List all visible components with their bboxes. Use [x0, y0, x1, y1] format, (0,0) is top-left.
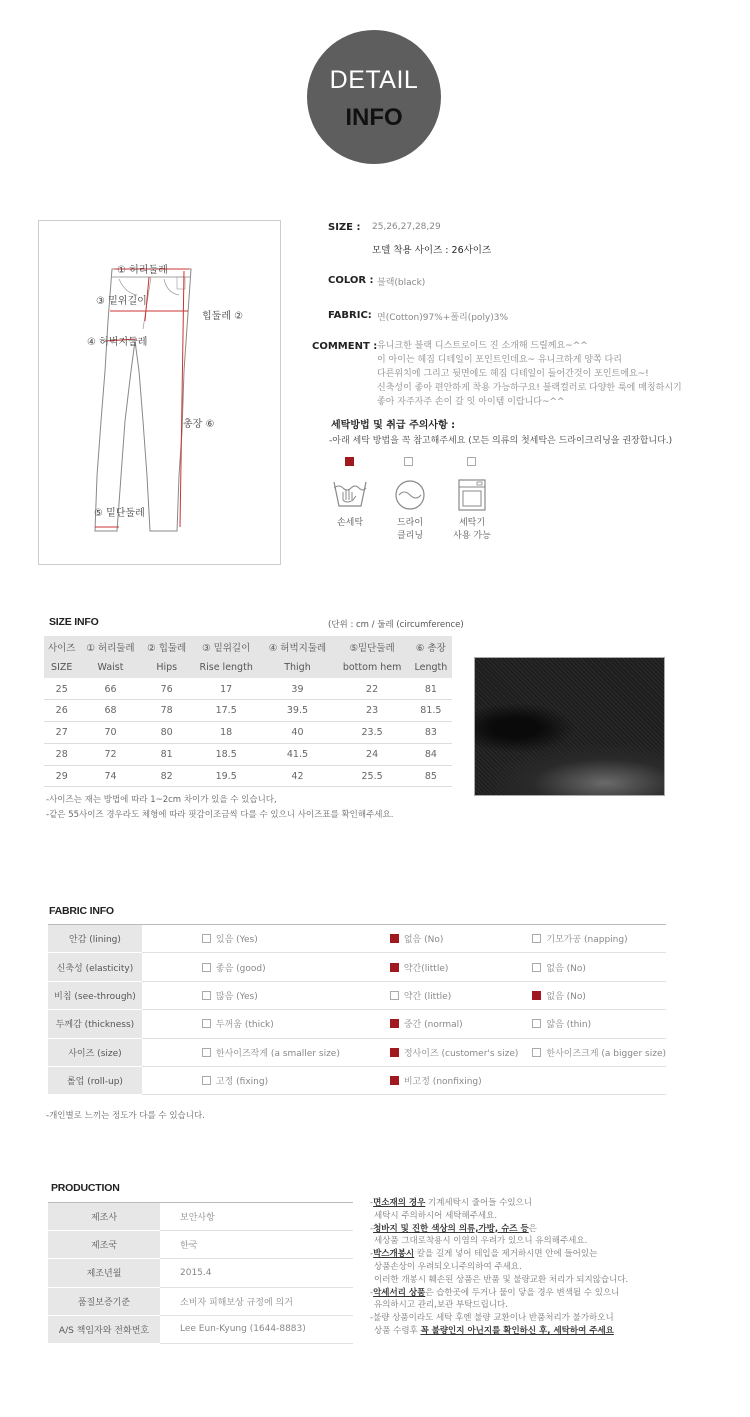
table-cell: 25.5 — [334, 765, 409, 787]
size-col-header: ② 힙둘레 — [142, 636, 192, 657]
note-emphasis: 꼭 불량인지 아닌지를 확인하신 후, 세탁하여 주세요 — [420, 1325, 614, 1336]
table-row — [44, 722, 452, 744]
care-label-line: 세탁기 — [458, 518, 486, 528]
fabric-checkbox — [202, 934, 211, 943]
fabric-info-title: FABRIC INFO — [49, 905, 114, 917]
fabric-option-label: 없음 (No) — [546, 963, 586, 974]
fabric-option-label: 두꺼움 (thick) — [215, 1020, 274, 1031]
table-cell: 66 — [79, 678, 141, 700]
color-value: 블랙(black) — [377, 278, 426, 288]
washing-machine-icon — [457, 478, 487, 512]
care-machine-label — [442, 517, 502, 543]
note-line: 이러한 개봉시 훼손된 상품은 반품 및 불량교환 처리가 되지않습니다. — [374, 1274, 629, 1285]
size-table-header-en — [44, 657, 452, 678]
note-line — [370, 1287, 628, 1300]
table-cell: 42 — [261, 765, 335, 787]
table-row — [48, 925, 666, 953]
note-emphasis: 박스개봉시 — [373, 1249, 415, 1260]
diagram-rise-label: ③ 밑위길이 — [96, 296, 147, 307]
fabric-checkbox — [532, 991, 541, 1000]
fabric-row-label: 롤업 (roll-up) — [48, 1066, 142, 1094]
table-row — [48, 1259, 353, 1287]
fabric-option — [142, 925, 340, 953]
table-cell: 81 — [410, 678, 452, 700]
pants-measurement-diagram — [38, 220, 281, 565]
table-row — [44, 765, 452, 787]
badge-line1: DETAIL — [329, 66, 419, 94]
production-label: 품질보증기준 — [48, 1287, 160, 1315]
fabric-option — [518, 1010, 666, 1038]
size-col-header: SIZE — [44, 657, 79, 678]
table-cell: 24 — [334, 743, 409, 765]
table-row — [48, 1203, 353, 1231]
care-subtitle: -아래 세탁 방법을 꼭 참고해주세요 (모든 의류의 첫세탁은 드라이크리닝을 권장합니다.) — [329, 436, 673, 446]
note-emphasis: 청바지 및 진한 색상의 의류,가방, 슈즈 등 — [373, 1223, 529, 1234]
fabric-option — [340, 925, 519, 953]
table-cell: 28 — [44, 743, 79, 765]
fabric-option-label: 기모가공 (napping) — [546, 935, 628, 946]
model-size: 모델 착용 사이즈 : 26사이즈 — [372, 245, 492, 256]
fabric-checkbox — [532, 1048, 541, 1057]
table-row — [48, 1010, 666, 1038]
size-value: 25,26,27,28,29 — [372, 222, 441, 232]
table-cell: 80 — [142, 722, 192, 744]
production-value: 2015.4 — [160, 1259, 353, 1287]
table-cell: 76 — [142, 678, 192, 700]
hand-wash-icon — [331, 478, 369, 510]
fabric-checkbox — [390, 963, 399, 972]
table-cell: 41.5 — [261, 743, 335, 765]
fabric-option-label: 고정 (fixing) — [215, 1077, 269, 1088]
table-row — [44, 743, 452, 765]
note-emphasis: 면소재의 경우 — [373, 1198, 426, 1208]
size-table-header-ko — [44, 636, 452, 657]
size-col-header: Rise length — [192, 657, 261, 678]
comment-label: COMMENT : — [312, 341, 378, 352]
fabric-option-label: 약간 (little) — [403, 991, 452, 1002]
note-line — [370, 1248, 628, 1261]
note-line — [370, 1325, 628, 1338]
fabric-option — [340, 981, 519, 1009]
size-col-header: bottom hem — [334, 657, 409, 678]
production-value: 소비자 피해보상 규정에 의거 — [160, 1287, 353, 1315]
fabric-option-label: 없음 (No) — [403, 935, 444, 946]
fabric-option-label: 중간 (normal) — [403, 1020, 463, 1031]
table-cell: 72 — [79, 743, 141, 765]
note-prefix: - — [370, 1249, 374, 1260]
fabric-option-empty — [518, 1066, 666, 1094]
fabric-note: -개인별로 느끼는 정도가 다를 수 있습니다. — [46, 1111, 205, 1121]
fabric-checkbox — [390, 1048, 399, 1057]
dry-clean-icon — [393, 478, 427, 512]
fabric-option-label: 좋음 (good) — [215, 963, 266, 974]
size-col-header: Length — [410, 657, 452, 678]
fabric-option-label: 많음 (Yes) — [215, 991, 258, 1002]
note-text: 은 습한곳에 두거나 물이 닿을 경우 변색될 수 있으니 — [425, 1287, 620, 1298]
fabric-table — [48, 924, 666, 1095]
fabric-option-label: 있음 (Yes) — [215, 935, 258, 946]
production-label: A/S 책임자와 전화번호 — [48, 1315, 160, 1343]
note-prefix: - — [370, 1223, 374, 1234]
table-cell: 81.5 — [410, 700, 452, 722]
care-label-line: 손세탁 — [336, 518, 364, 528]
diagram-hips-label: 힙둘레 ② — [202, 311, 244, 322]
production-notes — [370, 1197, 628, 1338]
size-note: -같은 55사이즈 경우라도 체형에 따라 핏감이조금씩 다를 수 있으니 사이즈표를 확인해주세요. — [46, 810, 394, 820]
comment-line: 신축성이 좋아 편안하게 착용 가능하구요! 블랙컬러로 다양한 룩에 매칭하시기 — [377, 383, 682, 393]
table-cell: 74 — [79, 765, 141, 787]
production-table — [48, 1202, 353, 1344]
table-row — [44, 700, 452, 722]
size-info-title: SIZE INFO — [49, 616, 99, 628]
fabric-checkbox — [202, 991, 211, 1000]
production-value: Lee Eun-Kyung (1644-8883) — [160, 1315, 353, 1343]
table-row — [48, 1066, 666, 1094]
diagram-thigh-label: ④ 허벅지둘레 — [87, 337, 148, 348]
size-table — [44, 636, 452, 787]
table-row — [48, 1287, 353, 1315]
table-cell: 22 — [334, 678, 409, 700]
care-label-line: 클리닝 — [396, 531, 424, 541]
note-line — [370, 1223, 628, 1236]
fabric-option — [142, 953, 340, 981]
fabric-row-label: 비침 (see-through) — [48, 981, 142, 1009]
size-col-header: Waist — [79, 657, 141, 678]
fabric-option — [518, 1038, 666, 1066]
table-cell: 25 — [44, 678, 79, 700]
production-label: 제조년월 — [48, 1259, 160, 1287]
size-col-header: ⑥ 총장 — [410, 636, 452, 657]
note-line: 세상품 그대로착용시 이염의 우려가 있으니 유의해주세요. — [374, 1236, 588, 1247]
table-cell: 39 — [261, 678, 335, 700]
size-label: SIZE : — [328, 222, 361, 233]
table-cell: 23 — [334, 700, 409, 722]
size-col-header: ⑤밑단둘레 — [334, 636, 409, 657]
fabric-checkbox — [532, 963, 541, 972]
comment-line: 좋아 자주자주 손이 갈 잇 아이템 이랍니다~^^ — [377, 397, 565, 407]
care-hand-wash-label — [320, 517, 380, 530]
fabric-option-label: 없음 (No) — [546, 991, 586, 1002]
note-prefix: - — [370, 1287, 374, 1298]
fabric-option — [340, 953, 519, 981]
note-text: 상품 수령후 — [374, 1325, 421, 1336]
fabric-row-label: 안감 (lining) — [48, 925, 142, 953]
production-value: 보안사항 — [160, 1203, 353, 1231]
fabric-value: 면(Cotton)97%+폴리(poly)3% — [377, 313, 509, 323]
size-col-header: ③ 밑위길이 — [192, 636, 261, 657]
fabric-option-label: 한사이즈크게 (a bigger size) — [546, 1048, 666, 1059]
fabric-checkbox — [532, 1019, 541, 1028]
note-text: 기계세탁시 줄어들 수있으니 — [425, 1198, 532, 1208]
fabric-closeup-image — [474, 657, 665, 796]
care-title: 세탁방법 및 취급 주의사항 : — [331, 420, 456, 431]
fabric-option-label: 얇음 (thin) — [546, 1020, 592, 1031]
table-cell: 17 — [192, 678, 261, 700]
fabric-option — [518, 953, 666, 981]
fabric-row-label: 사이즈 (size) — [48, 1038, 142, 1066]
fabric-checkbox — [532, 934, 541, 943]
size-col-header: ④ 허벅지둘레 — [261, 636, 335, 657]
color-label: COLOR : — [328, 275, 374, 286]
table-row — [48, 1231, 353, 1259]
table-row — [48, 1315, 353, 1343]
fabric-option-label: 한사이즈작게 (a smaller size) — [215, 1048, 340, 1059]
table-cell: 85 — [410, 765, 452, 787]
fabric-checkbox — [390, 1076, 399, 1085]
table-cell: 40 — [261, 722, 335, 744]
fabric-option-label: 비고정 (nonfixing) — [403, 1077, 482, 1088]
fabric-option — [340, 1038, 519, 1066]
diagram-hem-label: ⑤ 밑단둘레 — [94, 508, 145, 519]
diagram-waist-label: ① 허리둘레 — [117, 265, 168, 276]
fabric-checkbox — [390, 934, 399, 943]
note-line: 상품손상이 우려되오니주의하여 주세요. — [374, 1261, 522, 1272]
table-cell: 84 — [410, 743, 452, 765]
production-value: 한국 — [160, 1231, 353, 1259]
care-dry-clean-label — [380, 517, 440, 543]
size-col-header: 사이즈 — [44, 636, 79, 657]
fabric-row-label: 신축성 (elasticity) — [48, 953, 142, 981]
table-cell: 27 — [44, 722, 79, 744]
table-cell: 26 — [44, 700, 79, 722]
diagram-length-label: 총장 ⑥ — [183, 419, 215, 430]
note-emphasis: 악세서리 상품 — [373, 1287, 426, 1298]
comment-text — [377, 339, 682, 409]
note-text: 칼을 길게 넣어 테입을 제거하시면 안에 들어있는 — [414, 1249, 598, 1260]
fabric-option — [142, 1010, 340, 1038]
table-row — [48, 981, 666, 1009]
table-cell: 23.5 — [334, 722, 409, 744]
care-label-line: 사용 가능 — [453, 531, 491, 541]
table-cell: 17.5 — [192, 700, 261, 722]
fabric-option — [518, 981, 666, 1009]
size-col-header: ① 허리둘레 — [79, 636, 141, 657]
note-prefix: - — [370, 1198, 374, 1208]
comment-line: 유니크한 블랙 디스트로이드 진 소개해 드릴께요~^^ — [377, 341, 588, 351]
production-label: 제조사 — [48, 1203, 160, 1231]
table-cell: 68 — [79, 700, 141, 722]
fabric-checkbox — [390, 1019, 399, 1028]
note-line — [370, 1197, 628, 1210]
size-col-header: Thigh — [261, 657, 335, 678]
production-label: 제조국 — [48, 1231, 160, 1259]
table-row — [48, 953, 666, 981]
production-title: PRODUCTION — [51, 1182, 120, 1194]
table-cell: 39.5 — [261, 700, 335, 722]
note-line: 세탁시 주의하시어 세탁해주세요. — [374, 1210, 498, 1221]
note-line: 유의하시고 관리,보관 부탁드립니다. — [374, 1300, 508, 1311]
fabric-checkbox — [202, 1048, 211, 1057]
table-cell: 81 — [142, 743, 192, 765]
table-cell: 18 — [192, 722, 261, 744]
fabric-checkbox — [202, 963, 211, 972]
table-cell: 29 — [44, 765, 79, 787]
table-row — [48, 1038, 666, 1066]
fabric-label: FABRIC: — [328, 310, 372, 321]
size-note: -사이즈는 재는 방법에 따라 1~2cm 차이가 있을 수 있습니다, — [46, 795, 277, 805]
fabric-option-label: 약간(little) — [403, 963, 449, 974]
table-cell: 83 — [410, 722, 452, 744]
fabric-option — [142, 1038, 340, 1066]
comment-line: 이 아이는 헤짐 디테일이 포인트인데요~ 유니크하게 양쪽 다리 — [377, 355, 622, 365]
fabric-option — [142, 1066, 340, 1094]
fabric-option — [340, 1010, 519, 1038]
fabric-option-label: 정사이즈 (customer's size) — [403, 1048, 519, 1059]
size-unit: (단위 : cm / 둘레 (circumference) — [328, 620, 464, 630]
badge-line2: INFO — [345, 104, 403, 131]
care-label-line: 드라이 — [396, 518, 424, 528]
comment-line: 다른위치에 그리고 뒷면에도 헤짐 디테일이 들어간것이 포인트에요~! — [377, 369, 649, 379]
note-text: 은 — [528, 1223, 537, 1234]
table-row — [44, 678, 452, 700]
fabric-option — [340, 1066, 519, 1094]
fabric-row-label: 두께감 (thickness) — [48, 1010, 142, 1038]
fabric-option — [518, 925, 666, 953]
table-cell: 82 — [142, 765, 192, 787]
fabric-checkbox — [390, 991, 399, 1000]
note-line: -불량 상품이라도 세탁 후엔 불량 교환이나 반품처리가 불가하오니 — [370, 1313, 614, 1324]
table-cell: 18.5 — [192, 743, 261, 765]
care-hand-wash-checkbox — [345, 457, 354, 466]
table-cell: 78 — [142, 700, 192, 722]
size-col-header: Hips — [142, 657, 192, 678]
table-cell: 19.5 — [192, 765, 261, 787]
fabric-option — [142, 981, 340, 1009]
fabric-checkbox — [202, 1019, 211, 1028]
table-cell: 70 — [79, 722, 141, 744]
fabric-checkbox — [202, 1076, 211, 1085]
detail-info-badge — [307, 30, 441, 164]
care-dry-clean-checkbox — [404, 457, 413, 466]
care-machine-checkbox — [467, 457, 476, 466]
